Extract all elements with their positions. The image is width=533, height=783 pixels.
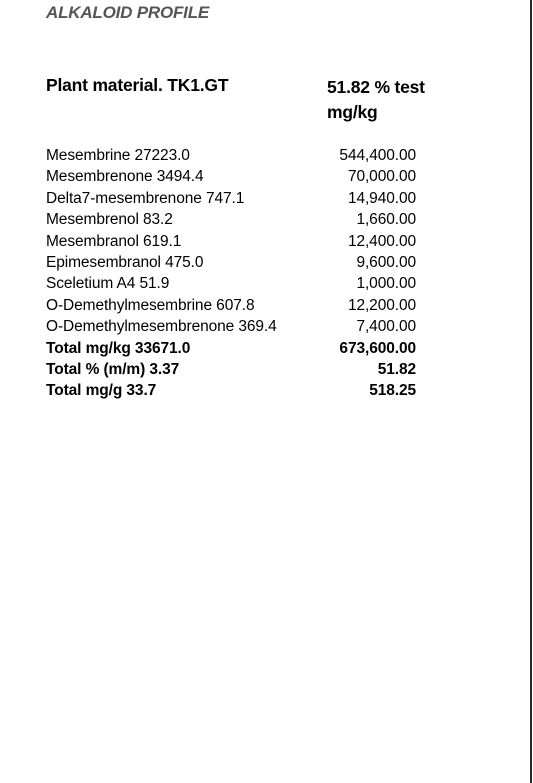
alkaloid-name: Sceletium A4 51.9 (46, 275, 170, 293)
document-heading: ALKALOID PROFILE (46, 3, 210, 22)
total-value: 51.82 (377, 360, 416, 378)
alkaloid-name: Epimesembranol 475.0 (46, 253, 204, 271)
total-name: Total mg/g 33.7 (46, 382, 157, 400)
test-header-percent: 51.82 % test (327, 77, 425, 97)
total-value: 673,600.00 (339, 339, 416, 357)
alkaloid-value: 9,600.00 (356, 253, 416, 271)
alkaloid-value: 544,400.00 (339, 147, 416, 164)
alkaloid-value: 12,400.00 (347, 232, 416, 250)
alkaloid-name: Mesembranol 619.1 (46, 232, 182, 250)
alkaloid-value: 70,000.00 (347, 168, 416, 186)
alkaloid-value: 1,000.00 (356, 275, 416, 293)
table-row (46, 273, 416, 294)
plant-material-label: Plant material. TK1.GT (46, 75, 229, 95)
alkaloid-value: 14,940.00 (347, 189, 416, 207)
alkaloid-name: Delta7-mesembrenone 747.1 (46, 189, 245, 207)
table-row (46, 231, 416, 252)
alkaloid-value: 1,660.00 (356, 211, 416, 229)
total-name: Total mg/kg 33671.0 (46, 339, 191, 357)
total-row (46, 359, 416, 380)
table-row (46, 188, 416, 209)
table-row (46, 252, 416, 273)
table-row (46, 316, 416, 337)
alkaloid-table (46, 145, 416, 402)
table-row (46, 145, 416, 166)
alkaloid-name: Mesembrine 27223.0 (46, 147, 190, 164)
total-name: Total % (m/m) 3.37 (46, 360, 180, 378)
total-row (46, 380, 416, 401)
table-row (46, 166, 416, 187)
table-row (46, 295, 416, 316)
alkaloid-name: O-Demethylmesembrenone 369.4 (46, 318, 277, 336)
alkaloid-name: Mesembrenol 83.2 (46, 211, 173, 229)
total-value: 518.25 (369, 382, 416, 400)
test-column-header (327, 75, 425, 125)
alkaloid-value: 12,200.00 (347, 296, 416, 314)
page-right-border (530, 0, 532, 783)
alkaloid-name: O-Demethylmesembrine 607.8 (46, 296, 255, 314)
table-row (46, 209, 416, 230)
test-header-unit: mg/kg (327, 102, 378, 122)
alkaloid-value: 7,400.00 (356, 318, 416, 336)
alkaloid-name: Mesembrenone 3494.4 (46, 168, 204, 186)
total-row (46, 338, 416, 359)
